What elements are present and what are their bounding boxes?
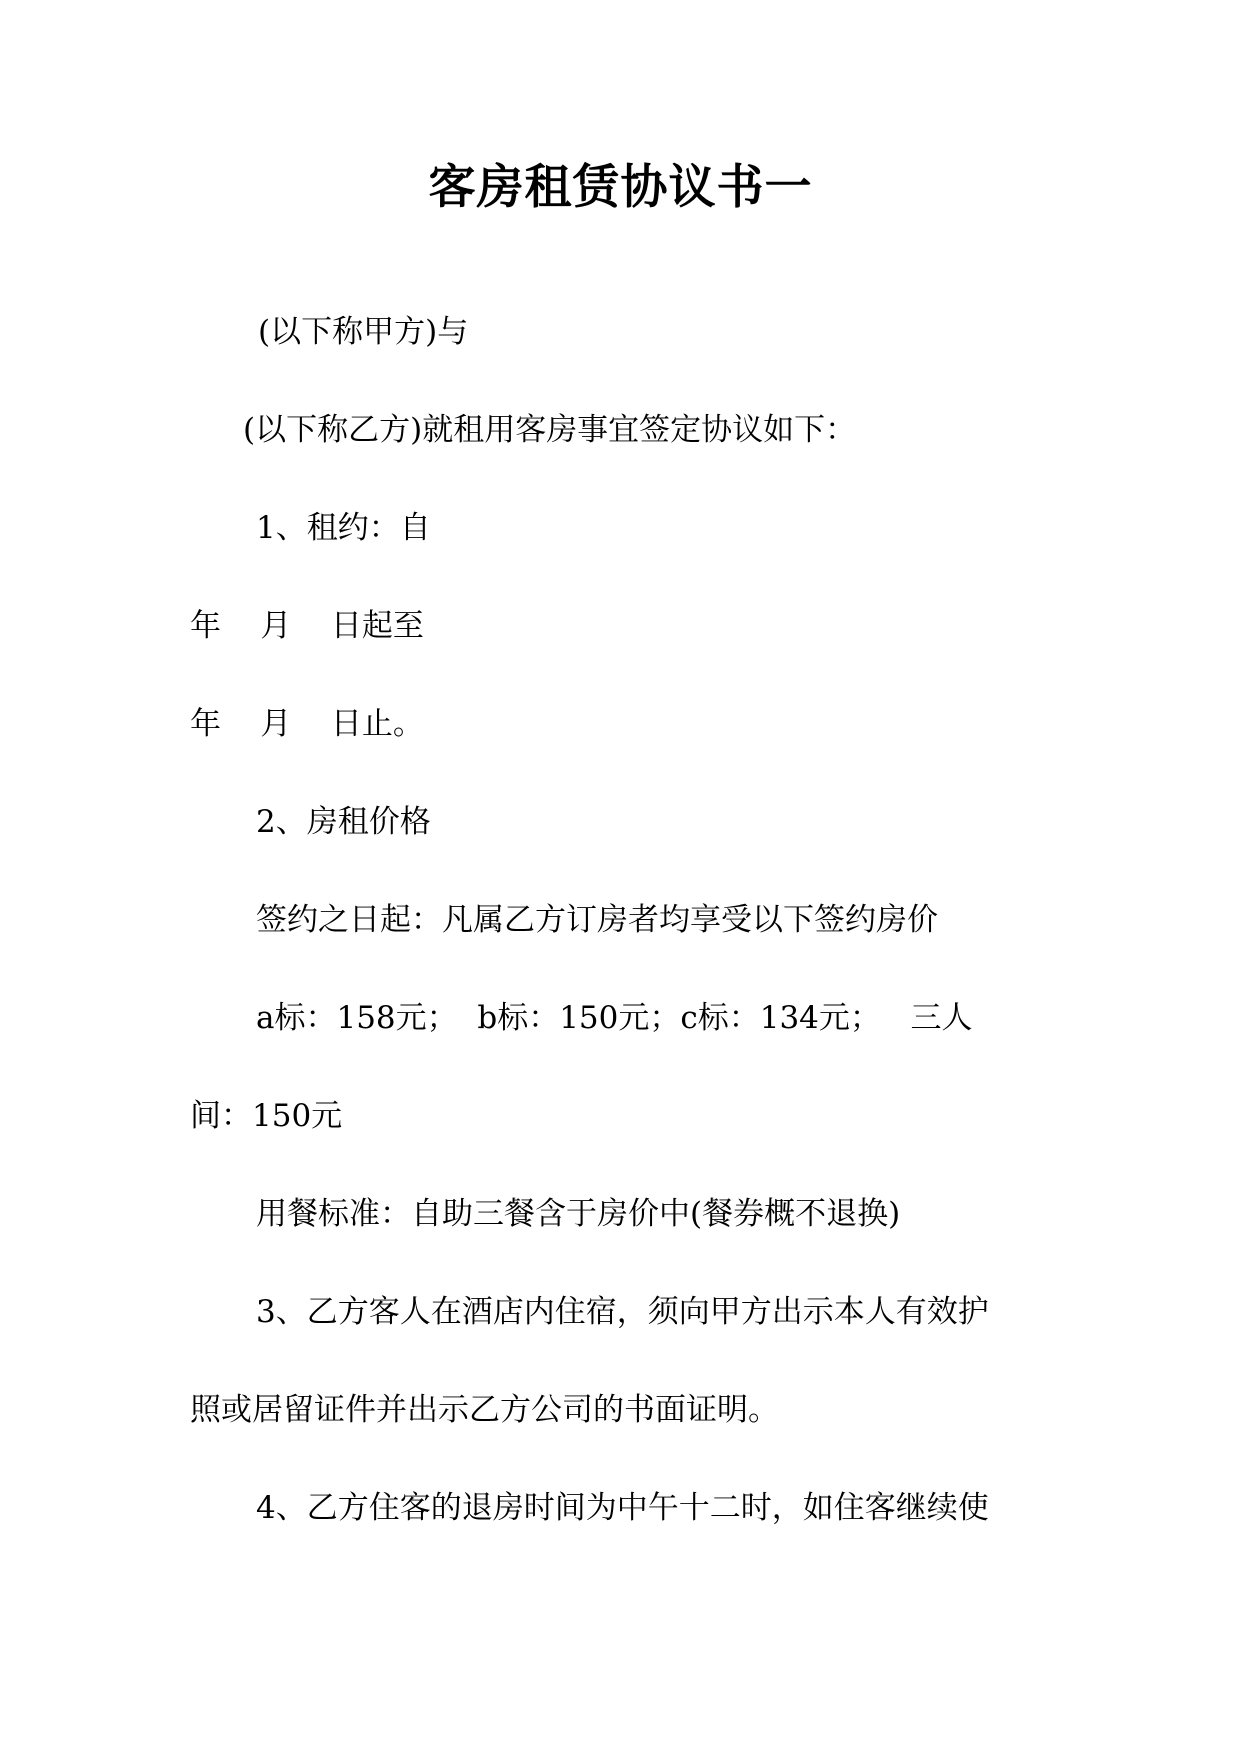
text-line: 用餐标准：自助三餐含于房价中(餐券概不退换) xyxy=(256,1196,901,1232)
text-line: 3、乙方客人在酒店内住宿，须向甲方出示本人有效护 xyxy=(256,1294,989,1330)
text-line: 1、租约：自 xyxy=(256,510,431,546)
text-line: 间：150元 xyxy=(190,1098,343,1134)
text-line: 照或居留证件并出示乙方公司的书面证明。 xyxy=(190,1392,779,1428)
text-line: (以下称乙方)就租用客房事宜签定协议如下： xyxy=(243,412,857,448)
text-line: (以下称甲方)与 xyxy=(258,314,469,350)
text-line: a标：158元； b标：150元；c标：134元； 三人 xyxy=(256,1000,973,1036)
text-line: 2、房租价格 xyxy=(256,804,431,840)
text-line: 年 月 日起至 xyxy=(190,608,424,644)
text-line: 签约之日起：凡属乙方订房者均享受以下签约房价 xyxy=(256,902,938,938)
text-line: 年 月 日止。 xyxy=(190,706,424,742)
document-title: 客房租赁协议书一 xyxy=(428,160,813,215)
text-line: 4、乙方住客的退房时间为中午十二时，如住客继续使 xyxy=(256,1490,989,1526)
